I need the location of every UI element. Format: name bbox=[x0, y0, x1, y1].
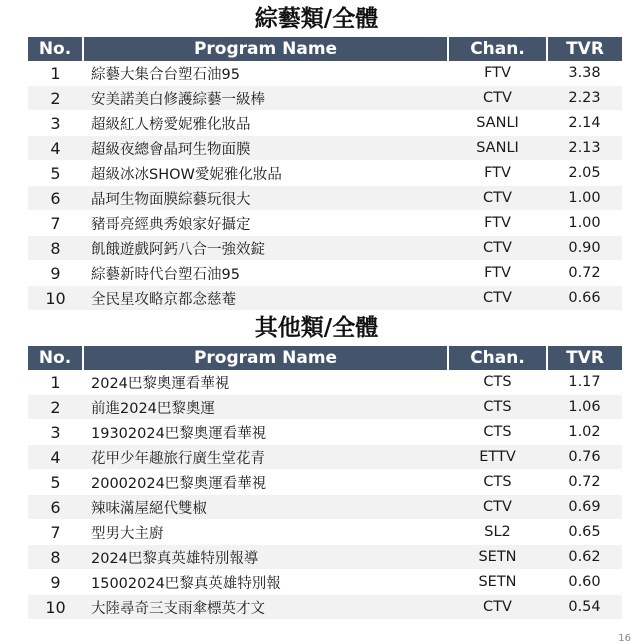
program-name: 豬哥亮經典秀娘家好攝定 bbox=[83, 211, 448, 236]
table-row bbox=[28, 86, 622, 111]
program-name: 前進2024巴黎奧運 bbox=[83, 395, 448, 420]
table-header-row bbox=[28, 346, 622, 370]
header-tvr: TVR bbox=[547, 346, 622, 370]
section-title-variety: 綜藝類/全體 bbox=[254, 6, 379, 32]
table-row bbox=[28, 570, 622, 595]
table-body bbox=[28, 370, 622, 620]
channel: CTV bbox=[448, 595, 547, 620]
channel: CTV bbox=[448, 236, 547, 261]
table-row bbox=[28, 261, 622, 286]
program-name: 2024巴黎真英雄特別報導 bbox=[83, 545, 448, 570]
program-name: 辣味滿屋絕代雙椒 bbox=[83, 495, 448, 520]
channel: CTS bbox=[448, 420, 547, 445]
rank-number: 7 bbox=[28, 520, 83, 545]
rank-number: 8 bbox=[28, 236, 83, 261]
tvr-value: 0.66 bbox=[547, 286, 622, 311]
tvr-value: 0.62 bbox=[547, 545, 622, 570]
ranking-table-other bbox=[28, 346, 622, 620]
rank-number: 9 bbox=[28, 570, 83, 595]
rank-number: 1 bbox=[28, 370, 83, 395]
channel: SETN bbox=[448, 545, 547, 570]
tvr-value: 0.90 bbox=[547, 236, 622, 261]
table-row bbox=[28, 595, 622, 620]
header-channel: Chan. bbox=[448, 346, 547, 370]
header-no: No. bbox=[28, 37, 83, 61]
program-name: 15002024巴黎真英雄特別報 bbox=[83, 570, 448, 595]
tvr-value: 2.05 bbox=[547, 161, 622, 186]
channel: SANLI bbox=[448, 111, 547, 136]
program-name: 綜藝新時代台塑石油95 bbox=[83, 261, 448, 286]
program-name: 晶珂生物面膜綜藝玩很大 bbox=[83, 186, 448, 211]
channel: CTV bbox=[448, 86, 547, 111]
table-row bbox=[28, 186, 622, 211]
header-program-name: Program Name bbox=[83, 37, 448, 61]
rank-number: 9 bbox=[28, 261, 83, 286]
header-program-name: Program Name bbox=[83, 346, 448, 370]
table-row bbox=[28, 286, 622, 311]
table-row bbox=[28, 211, 622, 236]
channel: SETN bbox=[448, 570, 547, 595]
program-name: 超級紅人榜愛妮雅化妝品 bbox=[83, 111, 448, 136]
table-row bbox=[28, 520, 622, 545]
tvr-value: 2.13 bbox=[547, 136, 622, 161]
program-name: 綜藝大集合台塑石油95 bbox=[83, 61, 448, 86]
channel: FTV bbox=[448, 161, 547, 186]
rank-number: 6 bbox=[28, 495, 83, 520]
tvr-value: 0.54 bbox=[547, 595, 622, 620]
program-name: 安美諾美白修護綜藝一級棒 bbox=[83, 86, 448, 111]
table-row bbox=[28, 445, 622, 470]
rank-number: 10 bbox=[28, 595, 83, 620]
rank-number: 2 bbox=[28, 395, 83, 420]
tvr-value: 1.06 bbox=[547, 395, 622, 420]
channel: CTV bbox=[448, 186, 547, 211]
channel: CTS bbox=[448, 370, 547, 395]
channel: ETTV bbox=[448, 445, 547, 470]
program-name: 飢餓遊戲阿鈣八合一強效錠 bbox=[83, 236, 448, 261]
tvr-value: 1.00 bbox=[547, 186, 622, 211]
header-no: No. bbox=[28, 346, 83, 370]
tvr-value: 2.14 bbox=[547, 111, 622, 136]
channel: FTV bbox=[448, 211, 547, 236]
program-name: 19302024巴黎奧運看華視 bbox=[83, 420, 448, 445]
tvr-value: 2.23 bbox=[547, 86, 622, 111]
channel: CTS bbox=[448, 395, 547, 420]
table-row bbox=[28, 470, 622, 495]
program-name: 全民星攻略京都念慈菴 bbox=[83, 286, 448, 311]
tvr-value: 0.69 bbox=[547, 495, 622, 520]
tvr-value: 0.60 bbox=[547, 570, 622, 595]
tvr-value: 1.17 bbox=[547, 370, 622, 395]
program-name: 花甲少年趣旅行廣生堂花青 bbox=[83, 445, 448, 470]
program-name: 型男大主廚 bbox=[83, 520, 448, 545]
channel: SL2 bbox=[448, 520, 547, 545]
program-name: 超級夜總會晶珂生物面膜 bbox=[83, 136, 448, 161]
channel: SANLI bbox=[448, 136, 547, 161]
tvr-value: 3.38 bbox=[547, 61, 622, 86]
rank-number: 4 bbox=[28, 136, 83, 161]
tvr-value: 1.00 bbox=[547, 211, 622, 236]
table-row bbox=[28, 370, 622, 395]
channel: CTS bbox=[448, 470, 547, 495]
tvr-value: 0.72 bbox=[547, 261, 622, 286]
program-name: 2024巴黎奧運看華視 bbox=[83, 370, 448, 395]
program-name: 大陸尋奇三支雨傘標英才文 bbox=[83, 595, 448, 620]
rank-number: 5 bbox=[28, 161, 83, 186]
channel: FTV bbox=[448, 261, 547, 286]
rank-number: 1 bbox=[28, 61, 83, 86]
rank-number: 6 bbox=[28, 186, 83, 211]
rank-number: 4 bbox=[28, 445, 83, 470]
table-row bbox=[28, 545, 622, 570]
rank-number: 7 bbox=[28, 211, 83, 236]
channel: CTV bbox=[448, 286, 547, 311]
section-title-other: 其他類/全體 bbox=[254, 315, 379, 341]
program-name: 20002024巴黎奧運看華視 bbox=[83, 470, 448, 495]
table-row bbox=[28, 61, 622, 86]
table-row bbox=[28, 236, 622, 261]
rank-number: 10 bbox=[28, 286, 83, 311]
table-header-row bbox=[28, 37, 622, 61]
table-row bbox=[28, 111, 622, 136]
tvr-value: 0.76 bbox=[547, 445, 622, 470]
header-channel: Chan. bbox=[448, 37, 547, 61]
table-row bbox=[28, 136, 622, 161]
rank-number: 8 bbox=[28, 545, 83, 570]
rank-number: 2 bbox=[28, 86, 83, 111]
program-name: 超級冰冰SHOW愛妮雅化妝品 bbox=[83, 161, 448, 186]
table-row bbox=[28, 161, 622, 186]
page-number: 16 bbox=[618, 633, 631, 644]
rank-number: 3 bbox=[28, 111, 83, 136]
rank-number: 5 bbox=[28, 470, 83, 495]
table-row bbox=[28, 395, 622, 420]
tvr-value: 0.72 bbox=[547, 470, 622, 495]
channel: CTV bbox=[448, 495, 547, 520]
tvr-value: 1.02 bbox=[547, 420, 622, 445]
table-row bbox=[28, 495, 622, 520]
header-tvr: TVR bbox=[547, 37, 622, 61]
ranking-table-variety bbox=[28, 37, 622, 311]
rank-number: 3 bbox=[28, 420, 83, 445]
table-body bbox=[28, 61, 622, 311]
channel: FTV bbox=[448, 61, 547, 86]
tvr-value: 0.65 bbox=[547, 520, 622, 545]
table-row bbox=[28, 420, 622, 445]
